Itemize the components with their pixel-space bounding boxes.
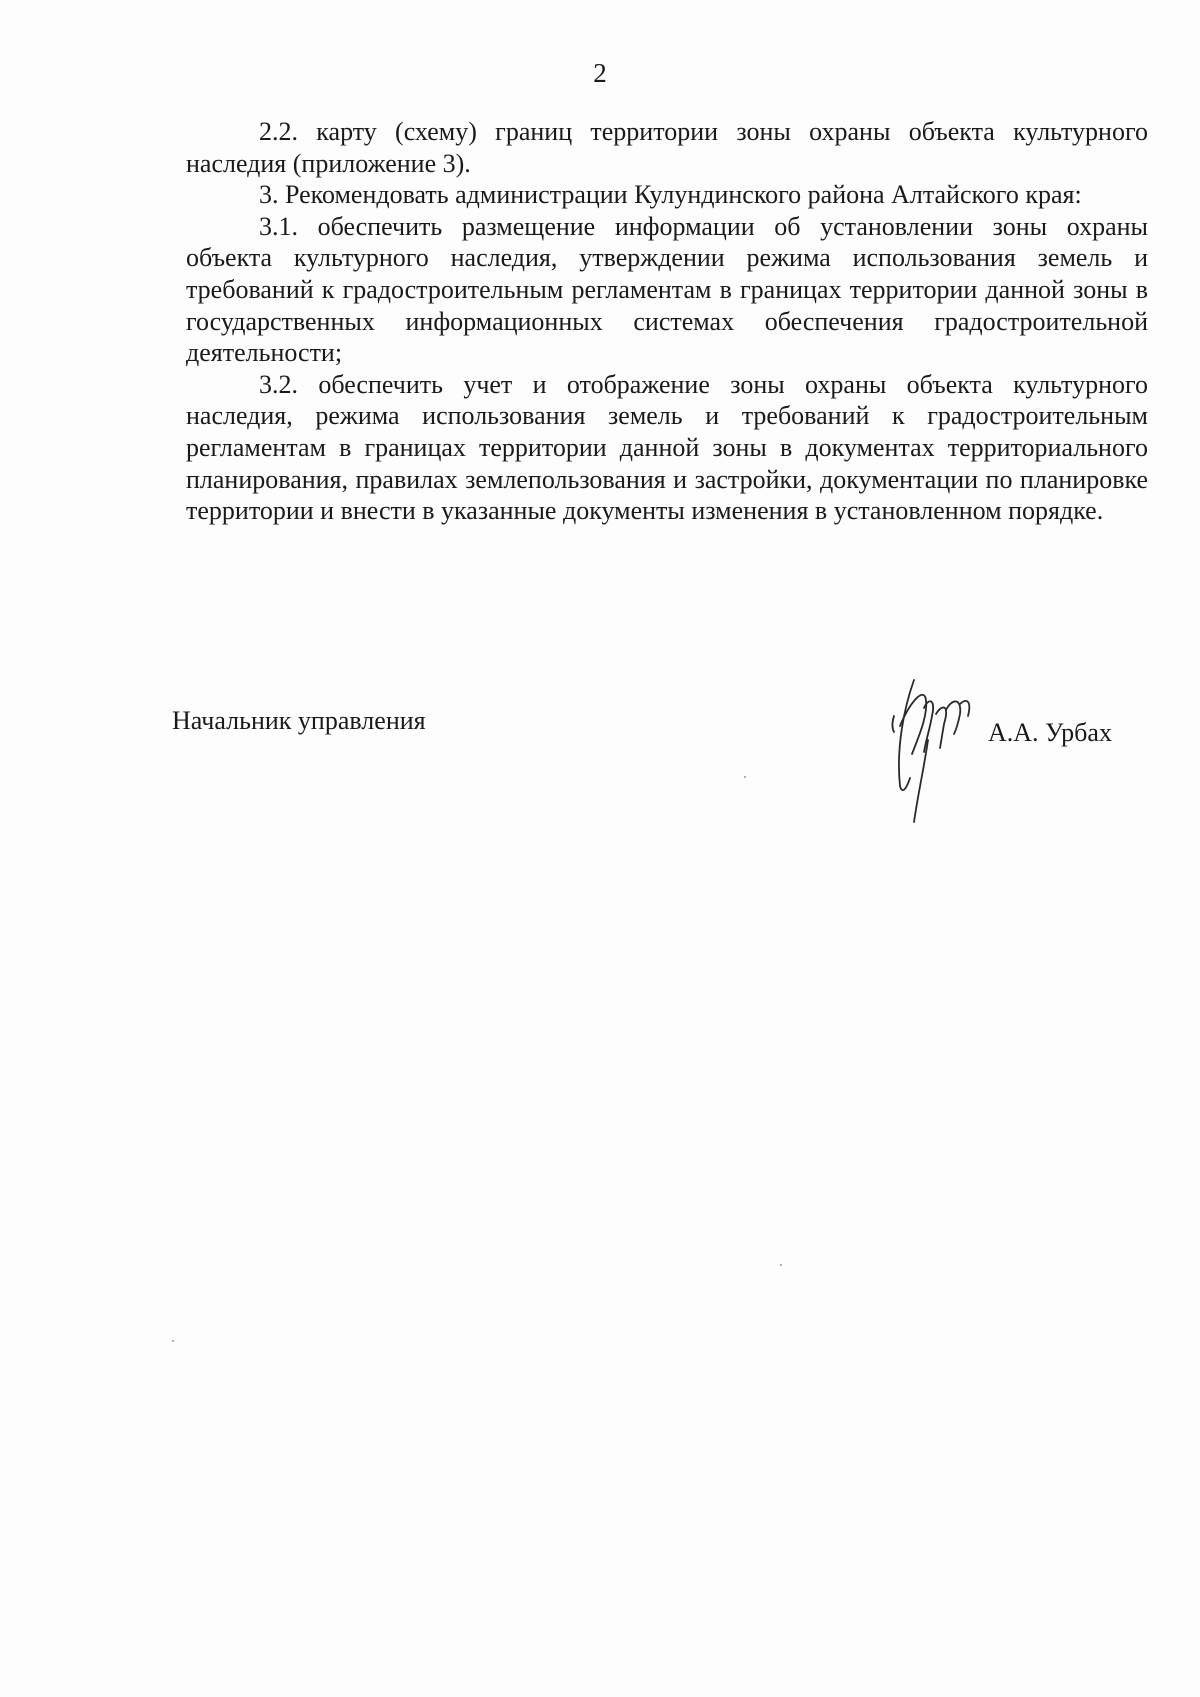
scan-speck: [172, 1340, 174, 1342]
paragraph-2-2: 2.2. карту (схему) границ территории зоны охраны объекта культурного наследия (приложение 3).: [186, 117, 1148, 178]
page-number: 2: [593, 58, 607, 88]
scan-speck: [780, 1264, 782, 1266]
paragraph-3: 3. Рекомендовать администрации Кулундинского района Алтайского края:: [259, 180, 1082, 210]
scan-speck: [744, 776, 746, 778]
handwritten-signature: [880, 668, 990, 828]
signatory-name: А.А. Урбах: [988, 718, 1112, 747]
signatory-title: Начальник управления: [172, 706, 426, 735]
paragraph-3-1: 3.1. обеспечить размещение информации об установлении зоны охраны объекта культурного наследия, утверждении режима использования земель и требований к градостроительным регламентам в границах территории данной зоны в государственных информационных системах обеспечения градостроительной деятельности;: [186, 211, 1148, 368]
paragraph-3-2: 3.2. обеспечить учет и отображение зоны охраны объекта культурного наследия, режима использования земель и требований к градостроительным регламентам в границах территории данной зоны в документах территориального планирования, правилах землепользования и застройки, документации по планировке территории и внести в указанные документы изменения в установленном порядке.: [186, 369, 1148, 526]
